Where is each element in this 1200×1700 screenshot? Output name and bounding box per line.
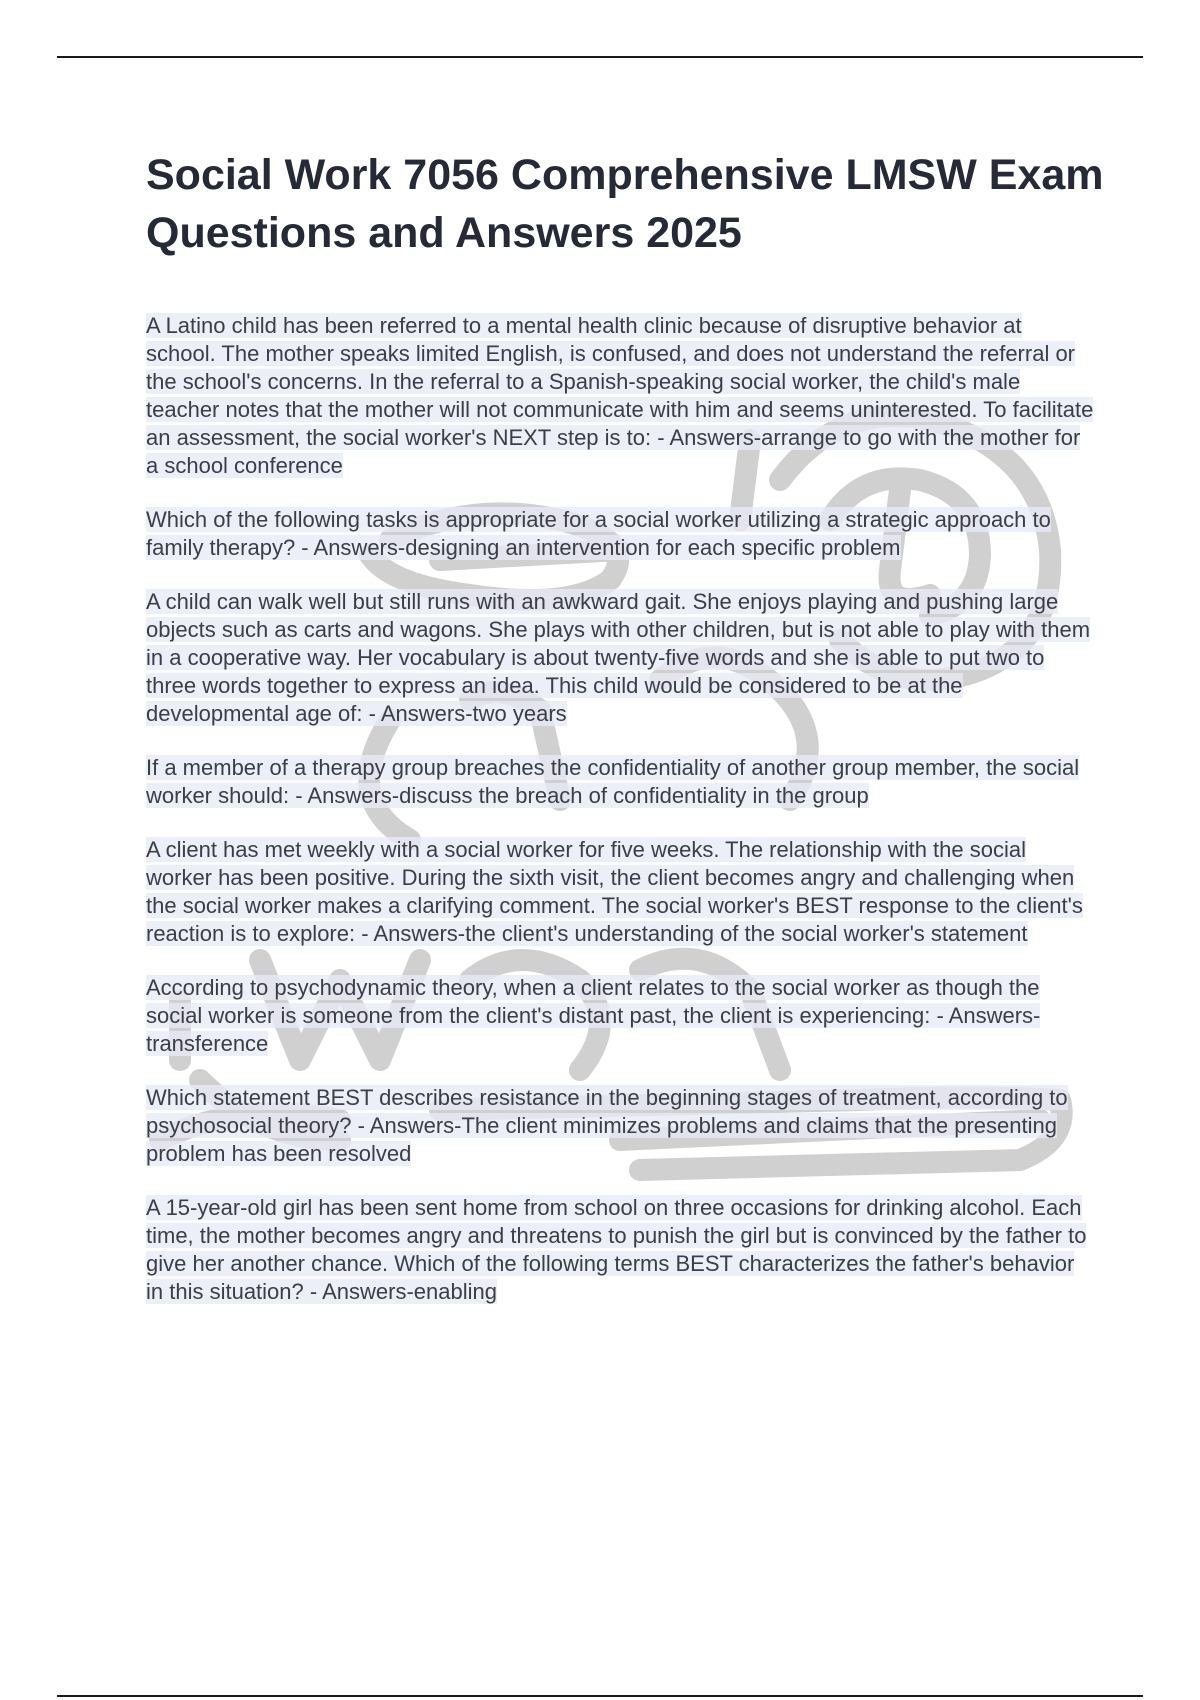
answer-separator: - Answers- (362, 701, 473, 726)
answer-text: designing an intervention for each specific problem (405, 535, 901, 560)
page-title: Social Work 7056 Comprehensive LMSW Exam Questions and Answers 2025 (146, 151, 1104, 258)
answer-text: The client minimizes problems and claims that the presenting problem has been resolved (146, 1113, 1057, 1166)
answer-text: two years (472, 701, 567, 726)
question-text: If a member of a therapy group breaches the confidentiality of another group member, the social worker should: (146, 755, 1080, 808)
question-text: Which of the following tasks is appropriate for a social worker utilizing a strategic approach to family therapy? (146, 507, 1051, 560)
answer-separator: - Answers- (295, 535, 406, 560)
qa-item (146, 836, 1096, 948)
qa-item (146, 506, 1096, 562)
answer-separator: - Answers- (651, 425, 762, 450)
qa-item (146, 588, 1096, 728)
question-text: According to psychodynamic theory, when a client relates to the social worker as though the social worker is someone from the client's distant past, the client is experiencing: (146, 975, 1040, 1028)
question-text: Which statement BEST describes resistance in the beginning stages of treatment, according to psychosocial theory? (146, 1085, 1068, 1138)
question-text: A client has met weekly with a social worker for five weeks. The relationship with the social worker has been positive. During the sixth visit, the client becomes angry and challenging when the social worker makes a clarifying comment. The social worker's BEST response to the client's reaction is to explore: (146, 837, 1083, 946)
question-text: A 15-year-old girl has been sent home from school on three occasions for drinking alcohol. Each time, the mother becomes angry and threatens to punish the girl but is convinced by the father to give her another chance. Which of the following terms BEST characterizes the father's behavior in this situation? (146, 1195, 1087, 1304)
answer-text: the client's understanding of the social worker's statement (465, 921, 1028, 946)
qa-item (146, 754, 1096, 810)
answer-separator: - Answers- (289, 783, 400, 808)
answer-text: enabling (413, 1279, 497, 1304)
answer-text: arrange to go with the mother for a school conference (146, 425, 1081, 478)
question-text: A Latino child has been referred to a mental health clinic because of disruptive behavior at school. The mother speaks limited English, is confused, and does not understand the referral or the school's concerns. In the referral to a Spanish-speaking social worker, the child's male teacher notes that the mother will not communicate with him and seems uninterested. To facilitate an assessment, the social worker's NEXT step is to: (146, 313, 1094, 450)
bottom-rule (57, 1695, 1143, 1697)
qa-list (146, 312, 1096, 1332)
top-rule (57, 56, 1143, 58)
qa-item (146, 974, 1096, 1058)
qa-item (146, 312, 1096, 480)
answer-text: discuss the breach of confidentiality in the group (399, 783, 869, 808)
qa-item (146, 1084, 1096, 1168)
answer-separator: - Answers- (355, 921, 466, 946)
answer-separator: - Answers- (930, 1003, 1041, 1028)
answer-text: transference (146, 1031, 269, 1056)
qa-item (146, 1194, 1096, 1306)
question-text: A child can walk well but still runs with an awkward gait. She enjoys playing and pushing large objects such as carts and wagons. She plays with other children, but is not able to play with them in a cooperative way. Her vocabulary is about twenty-five words and she is able to put two to three words together to express an idea. This child would be considered to be at the developmental age of: (146, 589, 1091, 726)
answer-separator: - Answers- (351, 1113, 462, 1138)
answer-separator: - Answers- (303, 1279, 414, 1304)
